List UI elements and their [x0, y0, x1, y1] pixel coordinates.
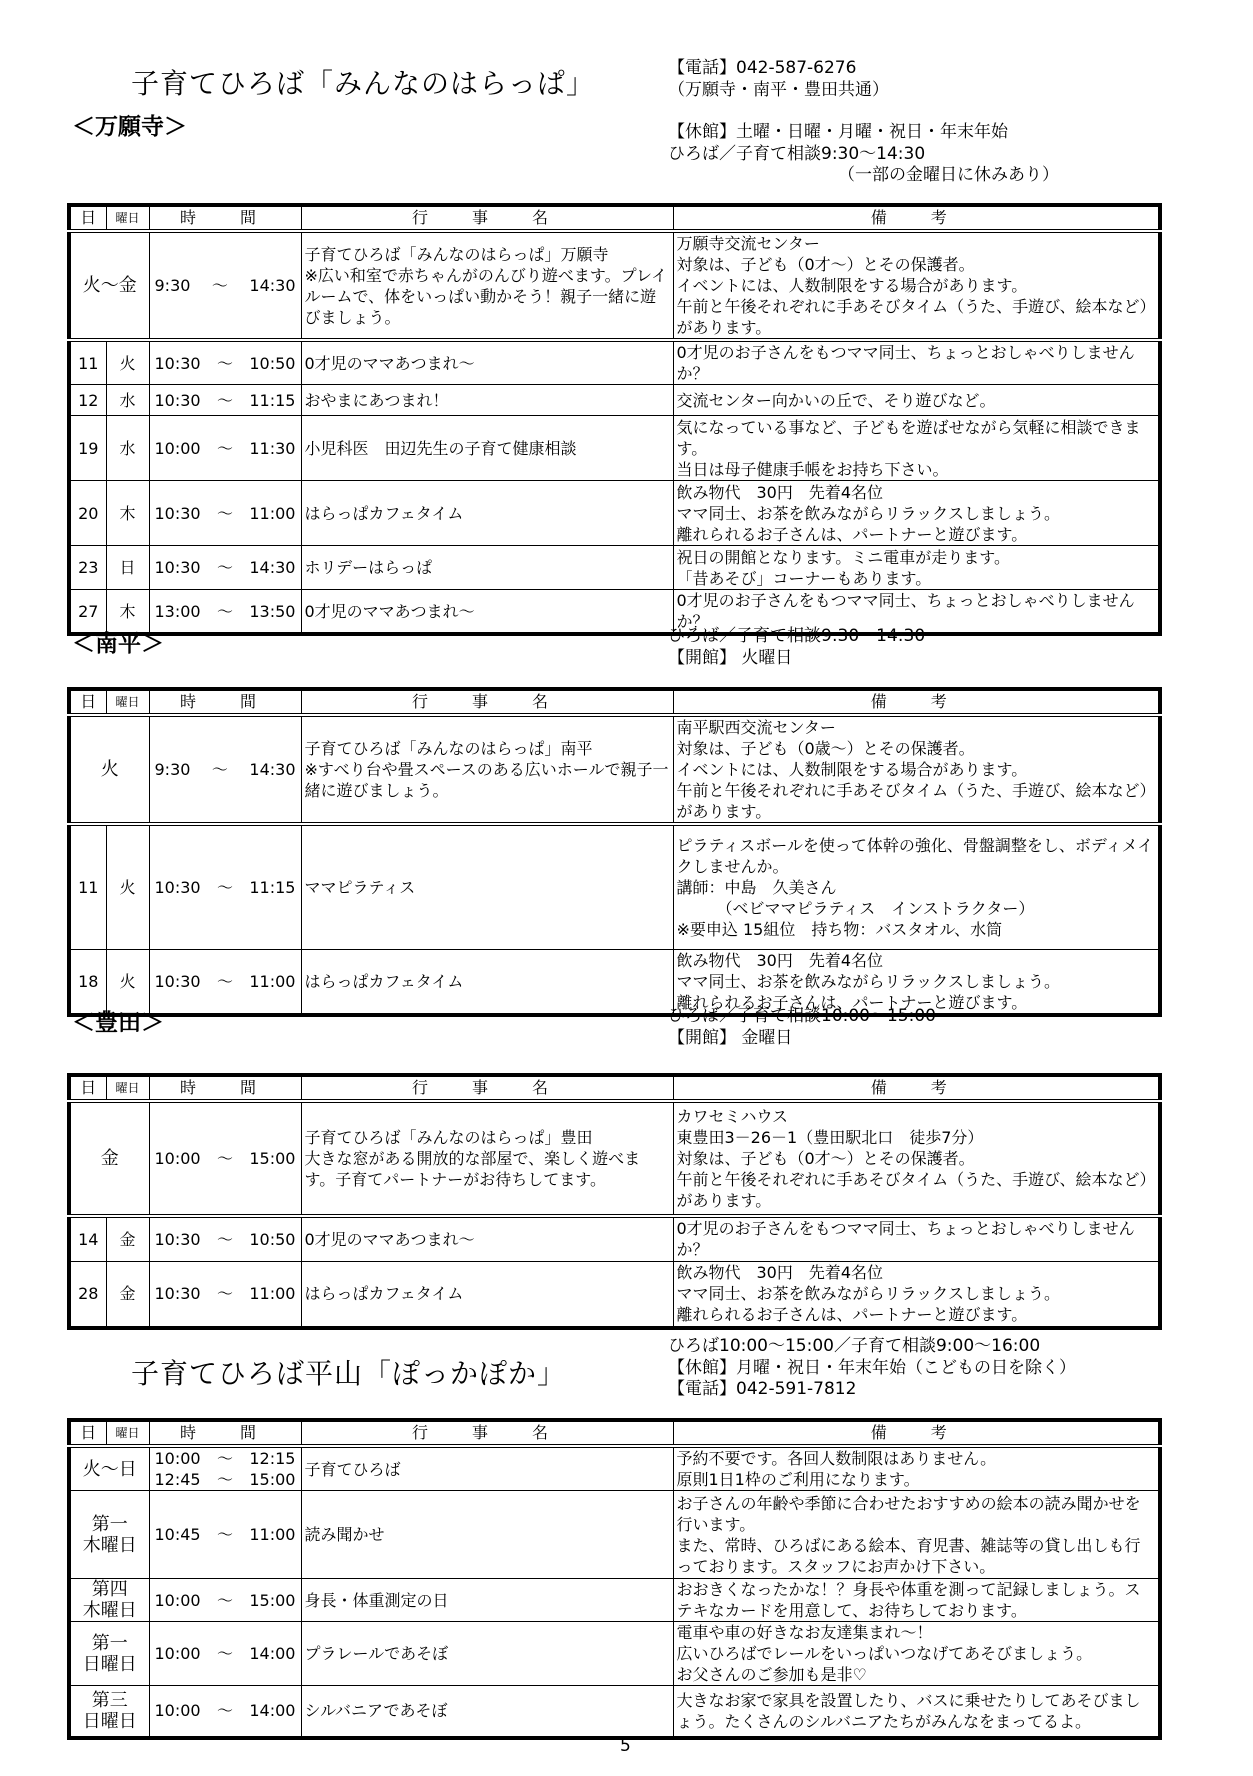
col-event-header: 行 事 名 [301, 1420, 673, 1446]
notes-cell: 気になっている事など、子どもを遊ばせながら気軽に相談できます。 当日は母子健康手帳をお持ち下さい。 [673, 416, 1160, 481]
time-range [153, 1229, 298, 1250]
day-cell: 14 [69, 1216, 106, 1261]
time-separator: ～ [216, 1525, 233, 1544]
col-time-header: 時 間 [149, 1075, 301, 1101]
col-event-header: 行 事 名 [301, 1075, 673, 1101]
day-cell: 11 [69, 340, 106, 385]
start-time: 10:00 [154, 438, 201, 458]
notes-cell: 0才児のお子さんをもつママ同士、ちょっとおしゃべりしませんか？ [673, 590, 1160, 635]
time-range [153, 1448, 298, 1469]
schedule-table-manganji [67, 203, 1162, 636]
table-row [69, 1216, 1160, 1261]
col-weekday-header: 曜日 [106, 205, 149, 231]
day-cell: 第四 木曜日 [69, 1579, 149, 1622]
day-cell: 火～日 [69, 1446, 149, 1491]
start-time: 10:30 [154, 1284, 201, 1304]
time-range [153, 1469, 298, 1490]
day-cell: 19 [69, 416, 106, 481]
time-cell [149, 231, 301, 340]
table-row [69, 546, 1160, 590]
event-name-cell: 子育てひろば「みんなのはらっぱ」南平 ※すべり台や畳スペースのある広いホールで親子一緒に遊びましょう。 [301, 715, 673, 824]
notes-cell: 祝日の開館となります。ミニ電車が走ります。 「昔あそび」コーナーもあります。 [673, 546, 1160, 590]
page-number: 5 [620, 1736, 631, 1756]
time-separator: ～ [216, 1701, 233, 1721]
day-cell: 12 [69, 385, 106, 416]
info-line: 【開館】 金曜日 [668, 1027, 793, 1048]
time-cell [149, 590, 301, 635]
start-time: 9:30 [154, 276, 191, 295]
event-name-cell: シルバニアであそぼ [301, 1686, 673, 1738]
col-notes-header: 備 考 [673, 1420, 1160, 1446]
notes-cell: ピラティスボールを使って体幹の強化、骨盤調整をし、ボディメイクしませんか。 講師：中島 久美さん （ベビママピラティス インストラクター） ※要申込 15組位 持ち物：バスタオル、水筒 [673, 824, 1160, 949]
notes-cell: 飲み物代 30円 先着4名位 ママ同士、お茶を飲みながらリラックスしましょう。 離れられるお子さんは、パートナーと遊びます。 [673, 949, 1160, 1015]
event-name-cell: 0才児のママあつまれ～ [301, 1216, 673, 1261]
time-range [153, 438, 298, 459]
weekday-cell: 火 [106, 340, 149, 385]
schedule-table-minamidaira [67, 687, 1162, 1017]
col-notes-header: 備 考 [673, 689, 1160, 715]
time-cell [149, 1216, 301, 1261]
time-separator: ～ [216, 1449, 233, 1468]
time-range [153, 1524, 298, 1545]
col-time-header: 時 間 [149, 205, 301, 231]
start-time: 10:30 [154, 353, 201, 373]
day-cell: 第三 日曜日 [69, 1686, 149, 1738]
harappa-contact [668, 58, 889, 101]
col-weekday-header: 曜日 [106, 1075, 149, 1101]
closed-days: 【休館】土曜・日曜・月曜・祝日・年末年始 [668, 122, 1008, 142]
table-row [69, 416, 1160, 481]
start-time: 13:00 [154, 601, 201, 621]
notes-cell: 交流センター向かいの丘で、そり遊びなど。 [673, 385, 1160, 416]
event-name-cell: はらっぱカフェタイム [301, 1261, 673, 1328]
time-range [153, 1283, 298, 1304]
time-range [153, 1643, 298, 1664]
event-name-cell: 0才児のママあつまれ～ [301, 590, 673, 635]
table-row [69, 949, 1160, 1015]
time-cell [149, 1101, 301, 1216]
col-weekday-header: 曜日 [106, 1420, 149, 1446]
table-row [69, 1446, 1160, 1491]
hours-note: （一部の金曜日に休みあり） [838, 165, 1059, 185]
table-row [69, 590, 1160, 635]
end-time: 10:50 [249, 1229, 296, 1249]
time-cell [149, 1686, 301, 1738]
time-range [153, 1700, 298, 1721]
time-cell [149, 1261, 301, 1328]
time-range [153, 275, 298, 296]
time-range [153, 601, 298, 622]
weekday-cell: 木 [106, 590, 149, 635]
time-cell [149, 949, 301, 1015]
table-header-row [69, 689, 1160, 715]
notes-cell: 予約不要です。各回人数制限はありません。 原則1日1枠のご利用になります。 [673, 1446, 1160, 1491]
time-separator: ～ [216, 438, 233, 458]
end-time: 12:15 [249, 1449, 296, 1468]
weekday-cell: 火 [106, 824, 149, 949]
harappa-hours [668, 122, 1059, 187]
weekday-cell: 水 [106, 385, 149, 416]
time-range [153, 971, 298, 992]
day-cell: 23 [69, 546, 106, 590]
start-time: 10:00 [154, 1644, 201, 1663]
day-cell: 火～金 [69, 231, 149, 340]
col-event-header: 行 事 名 [301, 689, 673, 715]
start-time: 12:45 [154, 1470, 201, 1489]
day-cell: 20 [69, 481, 106, 546]
time-range [153, 557, 298, 578]
col-day-header: 日 [69, 205, 106, 231]
end-time: 14:00 [249, 1644, 296, 1663]
time-cell [149, 1446, 301, 1491]
weekday-cell: 木 [106, 481, 149, 546]
section-title-minamidaira: ＜南平＞ [72, 631, 164, 657]
table-row [69, 1491, 1160, 1579]
event-name-cell: 子育てひろば「みんなのはらっぱ」万願寺 ※広い和室で赤ちゃんがのんびり遊べます。プレイルームで、体をいっぱい動かそう！親子一緒に遊びましょう。 [301, 231, 673, 340]
hirayama-title: 子育てひろば平山「ぽっかぽか」 [131, 1357, 567, 1390]
start-time: 10:30 [154, 1229, 201, 1249]
section-title-manganji: ＜万願寺＞ [72, 114, 187, 140]
event-name-cell: はらっぱカフェタイム [301, 949, 673, 1015]
notes-cell: おおきくなったかな！？身長や体重を測って記録しましょう。ステキなカードを用意して、お待ちしております。 [673, 1579, 1160, 1622]
event-name-cell: ホリデーはらっぱ [301, 546, 673, 590]
start-time: 10:00 [154, 1449, 201, 1468]
time-cell [149, 546, 301, 590]
time-separator: ～ [216, 971, 233, 991]
time-range [153, 1148, 298, 1169]
table-row [69, 385, 1160, 416]
notes-cell: カワセミハウス 東豊田3－26－1（豊田駅北口 徒歩7分） 対象は、子ども（0才～）とその保護者。 午前と午後それぞれに手あそびタイム（うた、手遊び、絵本など）があります。 [673, 1101, 1160, 1216]
day-cell: 第一 日曜日 [69, 1622, 149, 1686]
weekday-cell: 日 [106, 546, 149, 590]
end-time: 11:30 [249, 438, 296, 458]
time-cell [149, 481, 301, 546]
time-range [153, 1590, 298, 1611]
schedule-table-toyoda [67, 1073, 1162, 1330]
time-cell [149, 715, 301, 824]
notes-cell: お子さんの年齢や季節に合わせたおすすめの絵本の読み聞かせを行います。 また、常時、ひろばにある絵本、育児書、雑誌等の貸し出しも行っております。スタッフにお声かけ下さい。 [673, 1491, 1160, 1579]
phone-note: （万願寺・南平・豊田共通） [668, 79, 889, 100]
table-row [69, 1261, 1160, 1328]
day-cell: 第一 木曜日 [69, 1491, 149, 1579]
event-name-cell: おやまにあつまれ！ [301, 385, 673, 416]
harappa-title: 子育てひろば「みんなのはらっぱ」 [131, 67, 596, 100]
time-cell [149, 824, 301, 949]
end-time: 14:30 [249, 276, 296, 295]
table-row [69, 1579, 1160, 1622]
end-time: 15:00 [249, 1149, 296, 1168]
table-row [69, 340, 1160, 385]
notes-cell: 0才児のお子さんをもつママ同士、ちょっとおしゃべりしませんか？ [673, 1216, 1160, 1261]
day-cell: 28 [69, 1261, 106, 1328]
end-time: 11:15 [249, 877, 296, 897]
table-header-row [69, 1075, 1160, 1101]
time-range [153, 877, 298, 898]
table-row [69, 481, 1160, 546]
phone-line: 【電話】042-587-6276 [668, 58, 857, 78]
time-separator: ～ [216, 601, 233, 621]
time-separator: ～ [216, 1149, 233, 1168]
col-day-header: 日 [69, 689, 106, 715]
end-time: 11:15 [249, 390, 296, 410]
event-name-cell: はらっぱカフェタイム [301, 481, 673, 546]
notes-cell: 南平駅西交流センター 対象は、子ども（0歳～）とその保護者。 イベントには、人数制限をする場合があります。 午前と午後それぞれに手あそびタイム（うた、手遊び、絵本など）があります。 [673, 715, 1160, 824]
event-name-cell: 子育てひろば「みんなのはらっぱ」豊田 大きな窓がある開放的な部屋で、楽しく遊べます。子育てパートナーがお待ちしてます。 [301, 1101, 673, 1216]
notes-cell: 飲み物代 30円 先着4名位 ママ同士、お茶を飲みながらリラックスしましょう。 離れられるお子さんは、パートナーと遊びます。 [673, 1261, 1160, 1328]
table-header-row [69, 205, 1160, 231]
notes-cell: 万願寺交流センター 対象は、子ども（0才～）とその保護者。 イベントには、人数制限をする場合があります。 午前と午後それぞれに手あそびタイム（うた、手遊び、絵本など）があります。 [673, 231, 1160, 340]
time-range [153, 759, 298, 780]
hours-line: ひろば／子育て相談9:30～14:30 [668, 143, 926, 164]
time-cell [149, 1622, 301, 1686]
col-time-header: 時 間 [149, 1420, 301, 1446]
col-notes-header: 備 考 [673, 1075, 1160, 1101]
event-name-cell: プラレールであそぼ [301, 1622, 673, 1686]
col-day-header: 日 [69, 1075, 106, 1101]
table-row [69, 231, 1160, 340]
table-row [69, 1622, 1160, 1686]
time-cell [149, 340, 301, 385]
time-cell [149, 1491, 301, 1579]
section-title-toyoda: ＜豊田＞ [72, 1010, 164, 1036]
weekday-cell: 火 [106, 949, 149, 1015]
start-time: 10:00 [154, 1590, 201, 1610]
time-separator: ～ [216, 1590, 233, 1610]
table-row [69, 824, 1160, 949]
end-time: 11:00 [249, 503, 296, 523]
table-header-row [69, 1420, 1160, 1446]
weekday-cell: 金 [106, 1216, 149, 1261]
col-event-header: 行 事 名 [301, 205, 673, 231]
event-name-cell: 身長・体重測定の日 [301, 1579, 673, 1622]
table-row [69, 1101, 1160, 1216]
toyoda-info [668, 1006, 936, 1049]
start-time: 10:30 [154, 877, 201, 897]
hirayama-info [668, 1336, 1076, 1401]
end-time: 10:50 [249, 353, 296, 373]
time-separator: ～ [216, 503, 233, 523]
end-time: 11:00 [249, 971, 296, 991]
minamidaira-info [668, 626, 925, 669]
notes-cell: 飲み物代 30円 先着4名位 ママ同士、お茶を飲みながらリラックスしましょう。 離れられるお子さんは、パートナーと遊びます。 [673, 481, 1160, 546]
info-line: 【電話】042-591-7812 [668, 1379, 857, 1399]
start-time: 10:30 [154, 558, 201, 577]
info-line: 【休館】月曜・祝日・年末年始（こどもの日を除く） [668, 1357, 1076, 1378]
day-cell: 27 [69, 590, 106, 635]
time-range [153, 353, 298, 374]
day-cell: 18 [69, 949, 106, 1015]
info-line: ひろば10:00～15:00／子育て相談9:00～16:00 [668, 1336, 1041, 1356]
time-cell [149, 416, 301, 481]
day-cell: 火 [69, 715, 149, 824]
time-cell [149, 385, 301, 416]
time-separator: ～ [216, 390, 233, 410]
info-line: ひろば／子育て相談10:00～15:00 [668, 1006, 936, 1026]
end-time: 14:30 [249, 760, 296, 779]
time-separator: ～ [216, 1644, 233, 1663]
end-time: 13:50 [249, 601, 296, 621]
event-name-cell: ママピラティス [301, 824, 673, 949]
start-time: 10:00 [154, 1701, 201, 1721]
day-cell: 11 [69, 824, 106, 949]
end-time: 14:00 [249, 1701, 296, 1721]
notes-cell: 0才児のお子さんをもつママ同士、ちょっとおしゃべりしませんか？ [673, 340, 1160, 385]
end-time: 15:00 [249, 1590, 296, 1610]
start-time: 10:30 [154, 971, 201, 991]
time-separator: ～ [211, 276, 228, 295]
time-separator: ～ [216, 558, 233, 577]
end-time: 14:30 [249, 558, 296, 577]
weekday-cell: 水 [106, 416, 149, 481]
info-line: ひろば／子育て相談9:30～14:30 [668, 626, 926, 646]
end-time: 11:00 [249, 1525, 296, 1544]
info-line: 【開館】 火曜日 [668, 647, 793, 668]
event-name-cell: 0才児のママあつまれ～ [301, 340, 673, 385]
end-time: 15:00 [249, 1470, 296, 1489]
col-weekday-header: 曜日 [106, 689, 149, 715]
start-time: 9:30 [154, 760, 191, 779]
col-day-header: 日 [69, 1420, 106, 1446]
schedule-table-hirayama [67, 1418, 1162, 1740]
col-time-header: 時 間 [149, 689, 301, 715]
notes-cell: 電車や車の好きなお友達集まれ～！ 広いひろばでレールをいっぱいつなげてあそびましょう。 お父さんのご参加も是非♡ [673, 1622, 1160, 1686]
col-notes-header: 備 考 [673, 205, 1160, 231]
table-row [69, 1686, 1160, 1738]
start-time: 10:45 [154, 1525, 201, 1544]
event-name-cell: 読み聞かせ [301, 1491, 673, 1579]
weekday-cell: 金 [106, 1261, 149, 1328]
start-time: 10:00 [154, 1149, 201, 1168]
time-separator: ～ [216, 1229, 233, 1249]
notes-cell: 大きなお家で家具を設置したり、バスに乗せたりしてあそびましょう。たくさんのシルバニアたちがみんなをまってるよ。 [673, 1686, 1160, 1738]
event-name-cell: 子育てひろば [301, 1446, 673, 1491]
time-cell [149, 1579, 301, 1622]
table-row [69, 715, 1160, 824]
time-range [153, 390, 298, 411]
time-range [153, 503, 298, 524]
time-separator: ～ [216, 1470, 233, 1489]
time-separator: ～ [216, 877, 233, 897]
time-separator: ～ [216, 353, 233, 373]
time-separator: ～ [216, 1284, 233, 1304]
start-time: 10:30 [154, 390, 201, 410]
day-cell: 金 [69, 1101, 149, 1216]
event-name-cell: 小児科医 田辺先生の子育て健康相談 [301, 416, 673, 481]
end-time: 11:00 [249, 1284, 296, 1304]
start-time: 10:30 [154, 503, 201, 523]
time-separator: ～ [211, 760, 228, 779]
